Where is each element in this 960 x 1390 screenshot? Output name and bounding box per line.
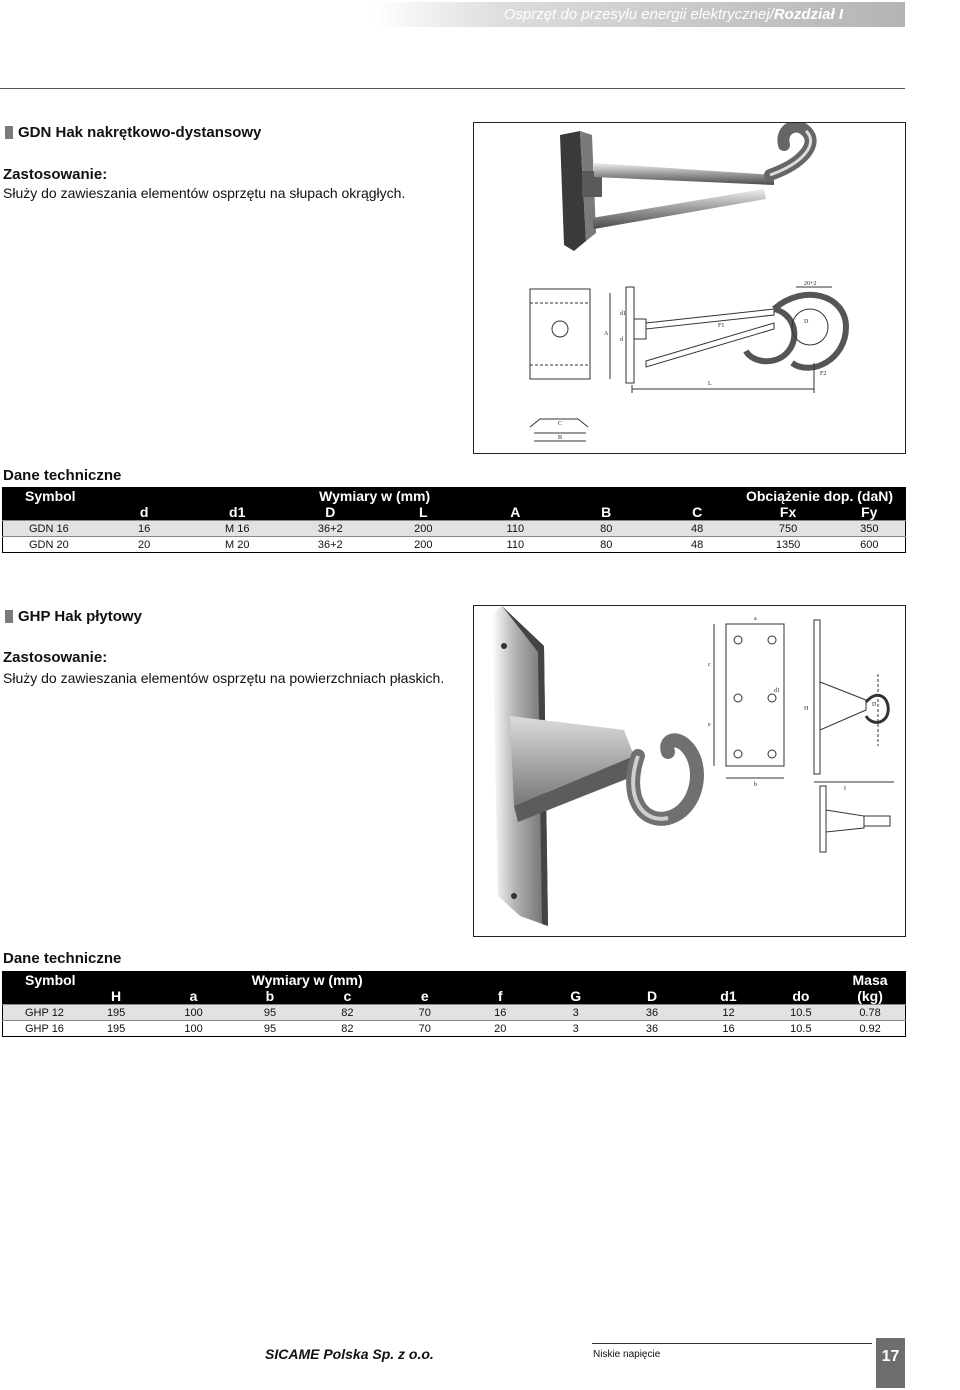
footer-divider xyxy=(592,1343,872,1344)
ghp-col-header: c xyxy=(308,988,386,1005)
table-cell: 3 xyxy=(537,1005,613,1021)
gdn-usage-label: Zastosowanie: xyxy=(3,166,108,183)
ghp-title-text: GHP Hak płytowy xyxy=(18,608,142,625)
gdn-table-header-row-2 xyxy=(3,504,906,521)
gdn-label-F2: F2 xyxy=(820,371,827,377)
section-marker-icon xyxy=(5,610,13,623)
header-divider xyxy=(0,88,905,89)
gdn-dims-header: Wymiary w (mm) xyxy=(98,488,652,505)
table-row xyxy=(3,1005,906,1021)
table-cell: 195 xyxy=(77,1021,155,1037)
gdn-photo xyxy=(560,127,811,251)
footer-section: Niskie napięcie xyxy=(593,1349,661,1360)
gdn-title-text: GDN Hak nakrętkowo-dystansowy xyxy=(18,124,262,141)
gdn-col-header: d1 xyxy=(191,504,284,521)
ghp-product-image xyxy=(473,605,906,937)
ghp-col-header: D xyxy=(614,988,690,1005)
gdn-col-header: Fx xyxy=(743,504,834,521)
table-cell: 12 xyxy=(690,1005,766,1021)
page-number: 17 xyxy=(876,1338,905,1388)
gdn-drawing xyxy=(530,287,846,441)
table-cell: 0.92 xyxy=(835,1021,905,1037)
ghp-label-a: a xyxy=(754,616,757,622)
table-cell: 80 xyxy=(561,537,652,553)
table-row xyxy=(3,537,906,553)
ghp-mass-header: Masa xyxy=(835,972,905,989)
table-cell: 1350 xyxy=(743,537,834,553)
ghp-table-header-row-1 xyxy=(3,972,906,989)
ghp-dims-header: Wymiary w (mm) xyxy=(77,972,538,989)
table-cell: 0.78 xyxy=(835,1005,905,1021)
table-cell: 16 xyxy=(463,1005,537,1021)
gdn-col-header: Fy xyxy=(834,504,906,521)
ghp-col-header: e xyxy=(387,988,463,1005)
ghp-col-header: (kg) xyxy=(835,988,905,1005)
table-cell: 36 xyxy=(614,1005,690,1021)
ghp-col-header: f xyxy=(463,988,537,1005)
gdn-blank-header xyxy=(652,488,743,505)
gdn-label-A: A xyxy=(604,331,609,337)
ghp-usage-text: Służy do zawieszania elementów osprzętu na powierzchniach płaskich. xyxy=(3,670,445,686)
table-cell: 200 xyxy=(377,537,470,553)
gdn-section-title xyxy=(5,124,261,141)
table-cell: 36+2 xyxy=(284,521,377,537)
table-cell: 80 xyxy=(561,521,652,537)
table-cell: 48 xyxy=(652,521,743,537)
ghp-label-e: e xyxy=(708,722,711,728)
gdn-illustration xyxy=(474,123,905,453)
ghp-col-header: G xyxy=(537,988,613,1005)
ghp-label-d1: d1 xyxy=(774,688,780,694)
ghp-photo xyxy=(492,606,697,926)
gdn-label-F1: F1 xyxy=(718,323,725,329)
table-cell: 48 xyxy=(652,537,743,553)
ghp-col-header: do xyxy=(767,988,835,1005)
table-cell: GDN 16 xyxy=(3,521,98,537)
table-cell: 750 xyxy=(743,521,834,537)
gdn-product-image xyxy=(473,122,906,454)
header-title xyxy=(504,6,843,23)
table-cell: 10.5 xyxy=(767,1005,835,1021)
table-cell: 36+2 xyxy=(284,537,377,553)
table-cell: GHP 12 xyxy=(3,1005,77,1021)
table-cell: 110 xyxy=(470,537,561,553)
table-cell: 20 xyxy=(98,537,191,553)
ghp-section-title xyxy=(5,608,142,625)
table-cell: 16 xyxy=(98,521,191,537)
gdn-col-header: D xyxy=(284,504,377,521)
table-cell: 3 xyxy=(537,1021,613,1037)
gdn-col-header: d xyxy=(98,504,191,521)
gdn-col-spacer xyxy=(3,504,98,521)
ghp-label-D: D xyxy=(872,702,877,708)
table-cell: 350 xyxy=(834,521,906,537)
gdn-col-header: C xyxy=(652,504,743,521)
ghp-usage-label: Zastosowanie: xyxy=(3,649,108,666)
ghp-symbol-header: Symbol xyxy=(3,972,77,989)
table-cell: GDN 20 xyxy=(3,537,98,553)
footer-company: SICAME Polska Sp. z o.o. xyxy=(265,1346,434,1362)
table-cell: 36 xyxy=(614,1021,690,1037)
ghp-data-label: Dane techniczne xyxy=(3,950,122,967)
table-cell: 82 xyxy=(308,1021,386,1037)
ghp-illustration xyxy=(474,606,905,936)
table-cell: M 16 xyxy=(191,521,284,537)
table-cell: 600 xyxy=(834,537,906,553)
gdn-load-header: Obciążenie dop. (daN) xyxy=(743,488,906,505)
ghp-col-spacer xyxy=(3,988,77,1005)
table-cell: 16 xyxy=(690,1021,766,1037)
ghp-drawing xyxy=(714,620,894,852)
gdn-label-d1: d1 xyxy=(620,311,626,317)
gdn-label-d: d xyxy=(620,337,623,343)
ghp-col-header: b xyxy=(232,988,308,1005)
header-chapter: Rozdział I xyxy=(773,6,843,23)
gdn-symbol-header: Symbol xyxy=(3,488,98,505)
gdn-label-20: 20+2 xyxy=(804,281,817,287)
header-title-text: Osprzęt do przesyłu energii elektrycznej/ xyxy=(503,6,774,23)
section-marker-icon xyxy=(5,126,13,139)
table-cell: GHP 16 xyxy=(3,1021,77,1037)
table-cell: 82 xyxy=(308,1005,386,1021)
table-cell: 10.5 xyxy=(767,1021,835,1037)
ghp-label-H: H xyxy=(804,706,809,712)
table-cell: 70 xyxy=(387,1021,463,1037)
gdn-table-header-row-1 xyxy=(3,488,906,505)
gdn-label-L: L xyxy=(708,381,712,387)
table-cell: 20 xyxy=(463,1021,537,1037)
ghp-table-header-row-2 xyxy=(3,988,906,1005)
table-row xyxy=(3,521,906,537)
ghp-label-c: c xyxy=(708,662,711,668)
table-cell: 70 xyxy=(387,1005,463,1021)
table-cell: 100 xyxy=(155,1005,231,1021)
gdn-data-label: Dane techniczne xyxy=(3,467,122,484)
ghp-blank-header xyxy=(537,972,835,989)
gdn-col-header: B xyxy=(561,504,652,521)
ghp-label-f: f xyxy=(844,786,846,792)
ghp-col-header: H xyxy=(77,988,155,1005)
gdn-spec-table xyxy=(2,487,906,553)
table-cell: 110 xyxy=(470,521,561,537)
table-cell: M 20 xyxy=(191,537,284,553)
table-row xyxy=(3,1021,906,1037)
gdn-label-C: C xyxy=(558,421,563,427)
gdn-col-header: A xyxy=(470,504,561,521)
ghp-col-header: d1 xyxy=(690,988,766,1005)
gdn-col-header: L xyxy=(377,504,470,521)
table-cell: 95 xyxy=(232,1005,308,1021)
ghp-col-header: a xyxy=(155,988,231,1005)
table-cell: 200 xyxy=(377,521,470,537)
ghp-label-b: b xyxy=(754,782,757,788)
table-cell: 95 xyxy=(232,1021,308,1037)
gdn-usage-text: Służy do zawieszania elementów osprzętu na słupach okrągłych. xyxy=(3,185,406,201)
header-bar xyxy=(373,2,905,27)
gdn-label-D: D xyxy=(804,319,809,325)
gdn-label-B: B xyxy=(558,435,563,441)
table-cell: 195 xyxy=(77,1005,155,1021)
ghp-spec-table xyxy=(2,971,906,1037)
table-cell: 100 xyxy=(155,1021,231,1037)
